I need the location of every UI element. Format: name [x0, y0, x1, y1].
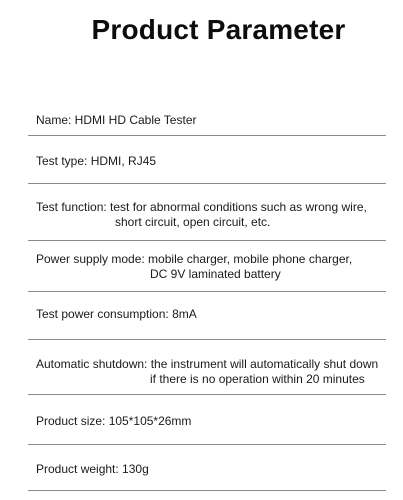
param-product-weight-text: Product weight: 130g	[36, 462, 149, 476]
param-test-function-line2: short circuit, open circuit, etc.	[115, 215, 271, 229]
param-test-type-text: Test type: HDMI, RJ45	[36, 154, 157, 168]
param-product-weight	[36, 462, 149, 477]
page-title: Product Parameter	[91, 14, 346, 45]
param-test-function	[36, 200, 367, 230]
divider	[28, 490, 386, 491]
param-name-text: Name: HDMI HD Cable Tester	[36, 113, 197, 127]
param-auto-shutdown	[36, 357, 378, 387]
divider	[28, 183, 386, 184]
divider	[28, 240, 386, 241]
param-auto-shutdown-line2: if there is no operation within 20 minutes	[150, 372, 365, 386]
param-power-consumption	[36, 307, 197, 322]
divider	[28, 291, 386, 292]
param-power-supply-line2: DC 9V laminated battery	[150, 267, 281, 281]
param-product-size	[36, 414, 191, 429]
param-power-supply	[36, 252, 352, 282]
divider	[28, 135, 386, 136]
param-power-supply-line1: Power supply mode: mobile charger, mobile phone charger,	[36, 252, 353, 266]
param-auto-shutdown-line1: Automatic shutdown: the instrument will automatically shut down	[36, 357, 379, 371]
param-product-size-text: Product size: 105*105*26mm	[36, 414, 192, 428]
divider	[28, 339, 386, 340]
param-test-function-line1: Test function: test for abnormal conditions such as wrong wire,	[36, 200, 367, 214]
param-power-consumption-text: Test power consumption: 8mA	[36, 307, 197, 321]
divider	[28, 444, 386, 445]
param-name	[36, 113, 197, 128]
divider	[28, 394, 386, 395]
param-test-type	[36, 154, 156, 169]
